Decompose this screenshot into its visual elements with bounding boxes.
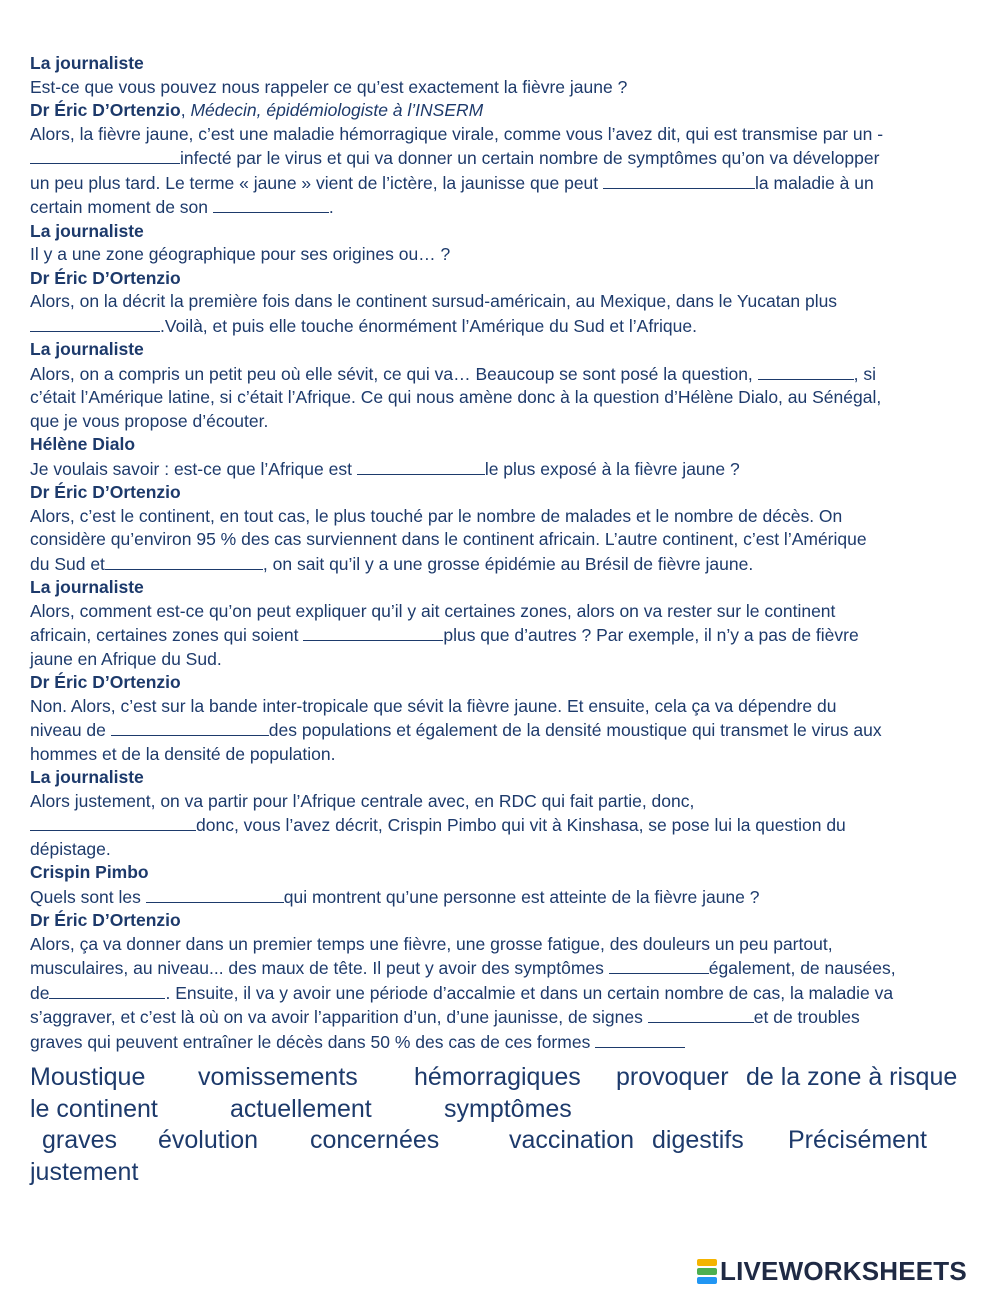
blank-1[interactable] [30,146,180,164]
text-line: , si [853,363,877,384]
logo-text: LIVEWORKSHEETS [720,1255,967,1286]
text-line: des populations et également de la densité moustique qui transmet le virus aux [268,720,882,740]
text-line: Je voulais savoir : est-ce que l’Afrique est [30,458,357,479]
worksheet-text: La journaliste Est-ce que vous pouvez nous rappeler ce qu’est exactement la fièvre jaune ? Dr Éric D’Ortenzio, Médecin, épidémiologiste à l’INSERM Alors, la fièvre jaune, c’est une maladie hémorragique virale, comme vous l’avez dit, qui est transmise par un - infecté par le virus et qui va donner un certain nombre de symptômes qu’on va développer un peu plus tard. Le terme « jaune » vient de l’ictère, la jaunisse que peut la maladie à un certain moment de son . La journaliste Il y a une zone géographique pour ses origines ou… ? Dr Éric D’Ortenzio Alors, on la décrit la première fois dans le continent sursud-américain, au Mexique, dans le Yucatan plus .Voilà, et puis elle touche énormément l’Amérique du Sud et l’Afrique. La journaliste Alors, on a compris un petit peu où elle sévit, ce qui va… Beaucoup se sont posé la question, , si c’était l’Amérique latine, si c’était l’Afrique. Ce qui nous amène donc à la question d’Hélène Dialo, au Sénégal, que je vous propose d’écouter. Hélène Dialo Je voulais savoir : est-ce que l’Afrique est le plus exposé à la fièvre jaune ? Dr Éric D’Ortenzio Alors, c’est le continent, en tout cas, le plus touché par le nombre de malades et le nombre de décès. On considère qu’environ 95 % des cas surviennent dans le continent africain. L’autre continent, c’est l’Amérique du Sud et , on sait qu’il y a une grosse épidémie au Brésil de fièvre jaune. La journaliste Alors, comment est-ce qu’on peut expliquer qu’il y ait certaines zones, alors on va rester sur le continent africain, certaines zones qui soient plus que d’autres ? Par exemple, il n’y a pas de fièvre jaune en Afrique du Sud. Dr Éric D’Ortenzio Non. Alors, c’est sur la bande inter-tropicale que sévit la fièvre jaune. Et ensuite, cela ça va dépendre du niveau de des populations et également de la densité moustique qui transmet le virus aux hommes et de la densité de population. La journaliste Alors justement, on va partir pour l’Afrique centrale avec, en RDC qui fait partie, donc, donc, vous l’avez décrit, Crispin Pimbo qui vit à Kinshasa, se pose lui la question du dépistage. Crispin Pimbo Quels sont les qui montrent qu’une personne est atteinte de la fièvre jaune ? Dr Éric D’Ortenzio Alors, ça va donner dans un premier temps une fièvre, une grosse fatigue, des douleurs un peu partout, musculaires, au niveau... des maux de tête. Il peut y avoir des symptômes également, de nausées, de . Ensuite, il va y avoir une période d’accalmie et dans un certain nombre de cas, la maladie va s’aggraver, et c’est là où on va avoir l’apparition d’un, d’une jaunisse, de signes et de troubles graves qui peuvent entraîner le décès dans 50 % des cas de ces formes [30,52,980,1054]
text-line: également, de nausées, [708,958,896,978]
text-line: c’était l’Amérique latine, si c’était l’Afrique. Ce qui nous amène donc à la question d’Hélène Dialo, au Sénégal, [30,387,882,407]
speaker-helene: Hélène Dialo [30,434,136,454]
text-line: infecté par le virus et qui va donner un certain nombre de symptômes qu’on va développer [180,148,880,168]
blank-3[interactable] [213,195,329,213]
speaker-doctor: Dr Éric D’Ortenzio [30,482,181,502]
text-line: donc, vous l’avez décrit, Crispin Pimbo qui vit à Kinshasa, se pose lui la question du [196,815,846,835]
text-line: qui montrent qu’une personne est atteinte de la fièvre jaune ? [283,886,760,907]
text-line: de [30,982,50,1003]
word-chip[interactable]: hémorragiques [414,1063,581,1091]
text-line: africain, certaines zones qui soient [30,625,304,645]
text-line: Alors, c’est le continent, en tout cas, le plus touché par le nombre de malades et le nombre de décès. On [30,505,843,526]
blank-15[interactable] [595,1030,685,1048]
word-chip[interactable]: symptômes [444,1094,572,1123]
speaker-crispin: Crispin Pimbo [30,862,149,882]
word-chip[interactable]: de la zone à risque [746,1063,958,1091]
text-line: plus que d’autres ? Par exemple, il n’y a pas de fièvre [443,625,859,645]
text-line: Quels sont les [30,886,146,907]
text-line: .Voilà, et puis elle touche énormément l’Amérique du Sud et l’Afrique. [160,315,697,336]
text-line: Alors, on a compris un petit peu où elle sévit, ce qui va… Beaucoup se sont posé la question, [30,363,758,384]
speaker-journalist: La journaliste [30,577,144,597]
text-line: et de troubles [753,1007,860,1027]
text-line: Est-ce que vous pouvez nous rappeler ce qu’est exactement la fièvre jaune ? [30,76,628,97]
speaker-doctor: Dr Éric D’Ortenzio [30,267,181,288]
text-line: le plus exposé à la fièvre jaune ? [484,458,740,479]
speaker-doctor: Dr Éric D’Ortenzio [30,910,181,930]
blank-2[interactable] [603,171,755,189]
word-bank-row [30,1157,980,1189]
word-bank-row [30,1094,980,1126]
speaker-doctor: Dr Éric D’Ortenzio [30,100,181,120]
speaker-journalist: La journaliste [30,339,144,359]
speaker-journalist: La journaliste [30,53,144,73]
text-line: du Sud et [30,553,105,574]
text-line: Alors, on la décrit la première fois dans le continent sursud-américain, au Mexique, dans le Yucatan plus [30,291,838,311]
text-line: que je vous propose d’écouter. [30,410,269,431]
blank-14[interactable] [648,1005,754,1023]
word-chip[interactable]: le continent [30,1094,158,1123]
text-line: s’aggraver, et c’est là où on va avoir l’apparition d’un, d’une jaunisse, de signes [30,1007,648,1027]
blank-5[interactable] [758,362,854,380]
blank-7[interactable] [105,552,263,570]
word-chip[interactable]: actuellement [230,1094,372,1123]
word-chip[interactable]: vomissements [198,1063,358,1091]
text-line: Alors, comment est-ce qu’on peut expliquer qu’il y ait certaines zones, alors on va rester sur le continent [30,600,836,621]
text-line: dépistage. [30,838,111,859]
speaker-journalist: La journaliste [30,767,144,787]
blank-13[interactable] [49,981,165,999]
blank-10[interactable] [30,813,196,831]
word-chip[interactable]: justement [30,1157,139,1186]
word-chip[interactable]: graves [42,1126,118,1154]
text-line: niveau de [30,720,111,740]
speaker-role: Médecin, épidémiologiste à l’INSERM [190,100,484,120]
text-line: musculaires, au niveau... des maux de tête. Il peut y avoir des symptômes [30,958,609,978]
speaker-journalist: La journaliste [30,220,144,241]
text-line: Alors, ça va donner dans un premier temps une fièvre, une grosse fatigue, des douleurs un peu partout, [30,933,833,954]
text-line: . Ensuite, il va y avoir une période d’accalmie et dans un certain nombre de cas, la maladie va [165,982,894,1003]
text-line: Alors, la fièvre jaune, c’est une maladie hémorragique virale, comme vous l’avez dit, qui est transmise par un - [30,123,884,144]
text-line: Alors justement, on va partir pour l’Afrique centrale avec, en RDC qui fait partie, donc, [30,790,695,811]
blank-6[interactable] [357,457,485,475]
blank-4[interactable] [30,314,160,332]
text-line: jaune en Afrique du Sud. [30,648,222,669]
word-bank-row [30,1125,980,1157]
text-line: Non. Alors, c’est sur la bande inter-tropicale que sévit la fièvre jaune. Et ensuite, cela ça va dépendre du [30,695,837,716]
text-line: Il y a une zone géographique pour ses origines ou… ? [30,244,451,264]
text-line: un peu plus tard. Le terme « jaune » vient de l’ictère, la jaunisse que peut [30,172,604,193]
text-line: . [328,197,334,217]
text-line: graves qui peuvent entraîner le décès dans 50 % des cas de ces formes [30,1031,596,1052]
text-line: hommes et de la densité de population. [30,743,336,764]
word-chip[interactable]: provoquer [616,1063,729,1091]
word-bank [30,1062,980,1188]
text-line: , on sait qu’il y a une grosse épidémie au Brésil de fièvre jaune. [262,553,754,574]
text-line: certain moment de son [30,197,213,217]
word-chip[interactable]: vaccination [509,1126,635,1154]
word-chip[interactable]: digestifs [652,1126,744,1154]
liveworksheets-logo [697,1256,967,1286]
word-chip[interactable]: Précisément [788,1126,927,1154]
blank-11[interactable] [146,885,284,903]
blank-9[interactable] [111,718,269,736]
text-line: la maladie à un [755,172,874,193]
speaker-doctor: Dr Éric D’Ortenzio [30,672,181,692]
text-line: considère qu’environ 95 % des cas surviennent dans le continent africain. L’autre continent, c’est l’Amérique [30,529,867,549]
liveworksheets-logo-icon [697,1259,717,1284]
word-chip[interactable]: Moustique [30,1063,146,1091]
word-bank-row [30,1062,980,1094]
blank-8[interactable] [303,623,443,641]
blank-12[interactable] [609,956,709,974]
word-chip[interactable]: concernées [310,1126,440,1154]
word-chip[interactable]: évolution [158,1126,259,1154]
